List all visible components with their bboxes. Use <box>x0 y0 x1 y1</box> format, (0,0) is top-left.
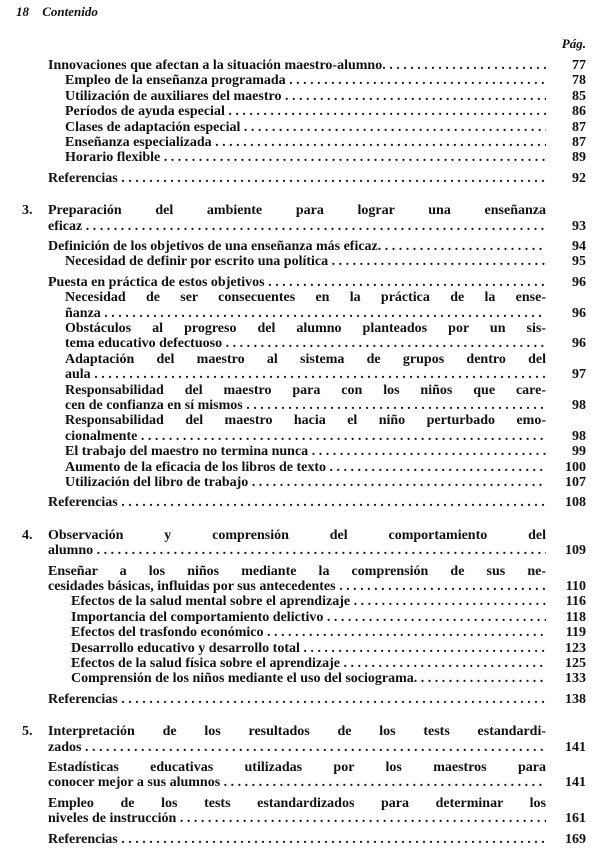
toc-entry-text: tema educativo defectuoso . . . <box>65 336 546 351</box>
toc-entry-text: Interpretación de los resultados de los tests estandardi- <box>48 724 546 740</box>
toc-entry <box>0 104 600 119</box>
toc-page-number: 116 <box>565 594 586 610</box>
toc-entry <box>0 58 600 73</box>
toc-entry-text: cionalmente . . . <box>65 429 546 444</box>
toc-entry <box>0 352 600 383</box>
toc-page-number: 110 <box>565 578 586 594</box>
toc-entry <box>0 73 600 88</box>
toc-page-number: 125 <box>565 656 586 671</box>
toc-entry <box>0 460 600 475</box>
toc-entry <box>0 89 600 104</box>
toc-entry-text: cesidades básicas, influidas por sus antecedentes . . . <box>48 579 546 594</box>
toc-entry-text: Importancia del comportamiento delictivo . . . <box>71 610 546 625</box>
toc-entry-text: Adaptación del maestro al sistema de grupos dentro del <box>65 351 546 367</box>
toc-entry-text: Efectos de la salud física sobre el aprendizaje . . . <box>71 656 546 671</box>
toc-page-number: 96 <box>572 305 586 321</box>
toc-entry-text: Utilización del libro de trabajo . . . <box>65 475 546 490</box>
toc-entry <box>0 239 600 254</box>
page-column-label: Pág. <box>561 36 586 51</box>
toc-entry-text: alumno . . . <box>48 543 546 558</box>
toc-entry <box>0 254 600 269</box>
chapter-number: 3. <box>22 203 33 219</box>
toc-entry <box>0 692 600 707</box>
toc-entry-text: Períodos de ayuda especial . . . <box>65 104 546 119</box>
toc-entry-text: Clases de adaptación especial . . . <box>65 120 546 135</box>
toc-entry <box>0 760 600 791</box>
toc-page-number: 99 <box>572 444 586 460</box>
toc-entry <box>0 120 600 135</box>
toc-entry <box>0 625 600 640</box>
toc-entry-text: eficaz . . . <box>48 219 546 234</box>
toc-entry-text: Obstáculos al progreso del alumno planteados por un sis- <box>65 321 546 336</box>
toc-entry-text: Efectos de la salud mental sobre el aprendizaje . . . <box>71 594 546 609</box>
toc-entry-text: Definición de los objetivos de una enseñanza más eficaz. . . . <box>48 239 546 254</box>
toc-page-number: 85 <box>572 88 586 104</box>
toc-page-number: 89 <box>572 150 586 166</box>
toc-page-number: 94 <box>572 239 586 254</box>
toc-entry-text: Desarrollo educativo y desarrollo total . . . <box>71 641 546 656</box>
toc-entry <box>0 671 600 686</box>
toc-page-number: 108 <box>565 495 586 511</box>
toc-entry-text: Innovaciones que afectan a la situación maestro-alumno. . . . <box>48 58 546 73</box>
toc-entry-text: Aumento de la eficacia de los libros de texto . . . <box>65 460 546 475</box>
toc-entry-text: Utilización de auxiliares del maestro . . . <box>65 89 546 104</box>
toc-page-number: 78 <box>572 73 586 89</box>
toc-page-number: 96 <box>572 336 586 352</box>
toc-entry <box>0 610 600 625</box>
toc-entry <box>0 641 600 656</box>
toc-page-number: 86 <box>572 104 586 120</box>
toc-page-number: 93 <box>572 218 586 234</box>
toc-page-number: 100 <box>565 459 586 475</box>
toc-page-number: 169 <box>565 831 586 847</box>
toc-entry-text: Enseñar a los niños mediante la comprensión de sus ne- <box>48 563 546 579</box>
toc-entry-text: Necesidad de definir por escrito una política . . . <box>65 254 546 269</box>
toc-page-number: 109 <box>565 543 586 559</box>
toc-entry <box>0 383 600 414</box>
toc-entry-text: niveles de instrucción . . . <box>48 811 546 826</box>
toc-page-number: 123 <box>565 640 586 656</box>
toc-entry-text: Comprensión de los niños mediante el uso del sociograma. . . . <box>71 671 546 686</box>
toc-entry-text: Empleo de la enseñanza programada . . . <box>65 73 546 88</box>
toc-entry-text: zados . . . <box>48 740 546 755</box>
toc-page-number: 118 <box>565 609 586 625</box>
toc-entry <box>0 275 600 290</box>
toc-page-number: 96 <box>572 274 586 290</box>
toc-entry-text: Horario flexible . . . <box>65 150 546 165</box>
toc-entry-text: cen de confianza en sí mismos . . . <box>65 398 546 413</box>
toc-page-number: 77 <box>572 58 586 73</box>
toc-entry-text: Responsabilidad del maestro hacia el niño perturbado emo- <box>65 413 546 429</box>
toc-entry-text: Enseñanza especializada . . . <box>65 135 546 150</box>
toc-entry <box>0 724 600 755</box>
toc-entry <box>0 150 600 165</box>
chapter-number: 4. <box>22 527 33 543</box>
toc-entry-text: Observación y comprensión del comportamiento del <box>48 527 546 543</box>
toc-page-number: 97 <box>572 367 586 383</box>
toc-entry-text: Estadísticas educativas utilizadas por los maestros para <box>48 760 546 775</box>
toc-entry-text: Responsabilidad del maestro para con los niños que care- <box>65 382 546 398</box>
toc-entry-text: ñanza . . . <box>65 306 546 321</box>
toc-entry <box>0 321 600 352</box>
toc-entry <box>0 796 600 827</box>
running-title: Contenido <box>42 4 98 19</box>
toc-entry-text: Preparación del ambiente para lograr una enseñanza <box>48 203 546 219</box>
toc-page-number: 87 <box>572 135 586 150</box>
toc-entry-text: Referencias . . . <box>48 832 546 847</box>
toc-entry <box>0 413 600 444</box>
toc-page-number: 98 <box>572 428 586 444</box>
toc-entry <box>0 564 600 595</box>
toc-entry <box>0 832 600 847</box>
toc-entry <box>0 135 600 150</box>
toc-page-number: 92 <box>572 170 586 186</box>
toc-entry-text: Empleo de los tests estandardizados para determinar los <box>48 795 546 811</box>
toc-entry <box>0 444 600 459</box>
toc-page-number: 95 <box>572 254 586 270</box>
page-number: 18 <box>16 4 29 19</box>
toc-entry-text: Referencias . . . <box>48 692 546 707</box>
toc-entry-text: Necesidad de ser consecuentes en la práctica de la ense- <box>65 290 546 306</box>
toc-entry-text: El trabajo del maestro no termina nunca . . . <box>65 444 546 459</box>
toc-entry-text: aula . . . <box>65 367 546 382</box>
toc-page-number: 141 <box>565 739 586 755</box>
toc-entry-text: Efectos del trasfondo económico . . . <box>71 625 546 640</box>
toc-page-number: 119 <box>565 625 586 641</box>
toc-entry <box>0 528 600 559</box>
toc-page-number: 141 <box>565 775 586 791</box>
toc-entry <box>0 656 600 671</box>
toc-page-number: 87 <box>572 119 586 135</box>
page-header <box>16 4 108 20</box>
toc-page-number: 133 <box>565 671 586 687</box>
toc-entry-text: conocer mejor a sus alumnos . . . <box>48 775 546 790</box>
chapter-number: 5. <box>22 724 33 740</box>
toc-entry <box>0 594 600 609</box>
toc-page-number: 161 <box>565 811 586 827</box>
toc-entry-text: Referencias . . . <box>48 171 546 186</box>
toc-page-number: 107 <box>565 475 586 490</box>
toc-page-number: 138 <box>565 691 586 707</box>
toc-entry <box>0 290 600 321</box>
toc-entry-text: Puesta en práctica de estos objetivos . . . <box>48 275 546 290</box>
toc-entry-text: Referencias . . . <box>48 495 546 510</box>
toc-page-number: 98 <box>572 397 586 413</box>
toc-entry <box>0 475 600 490</box>
toc-entry <box>0 203 600 234</box>
toc-entry <box>0 495 600 510</box>
toc-entry <box>0 171 600 186</box>
